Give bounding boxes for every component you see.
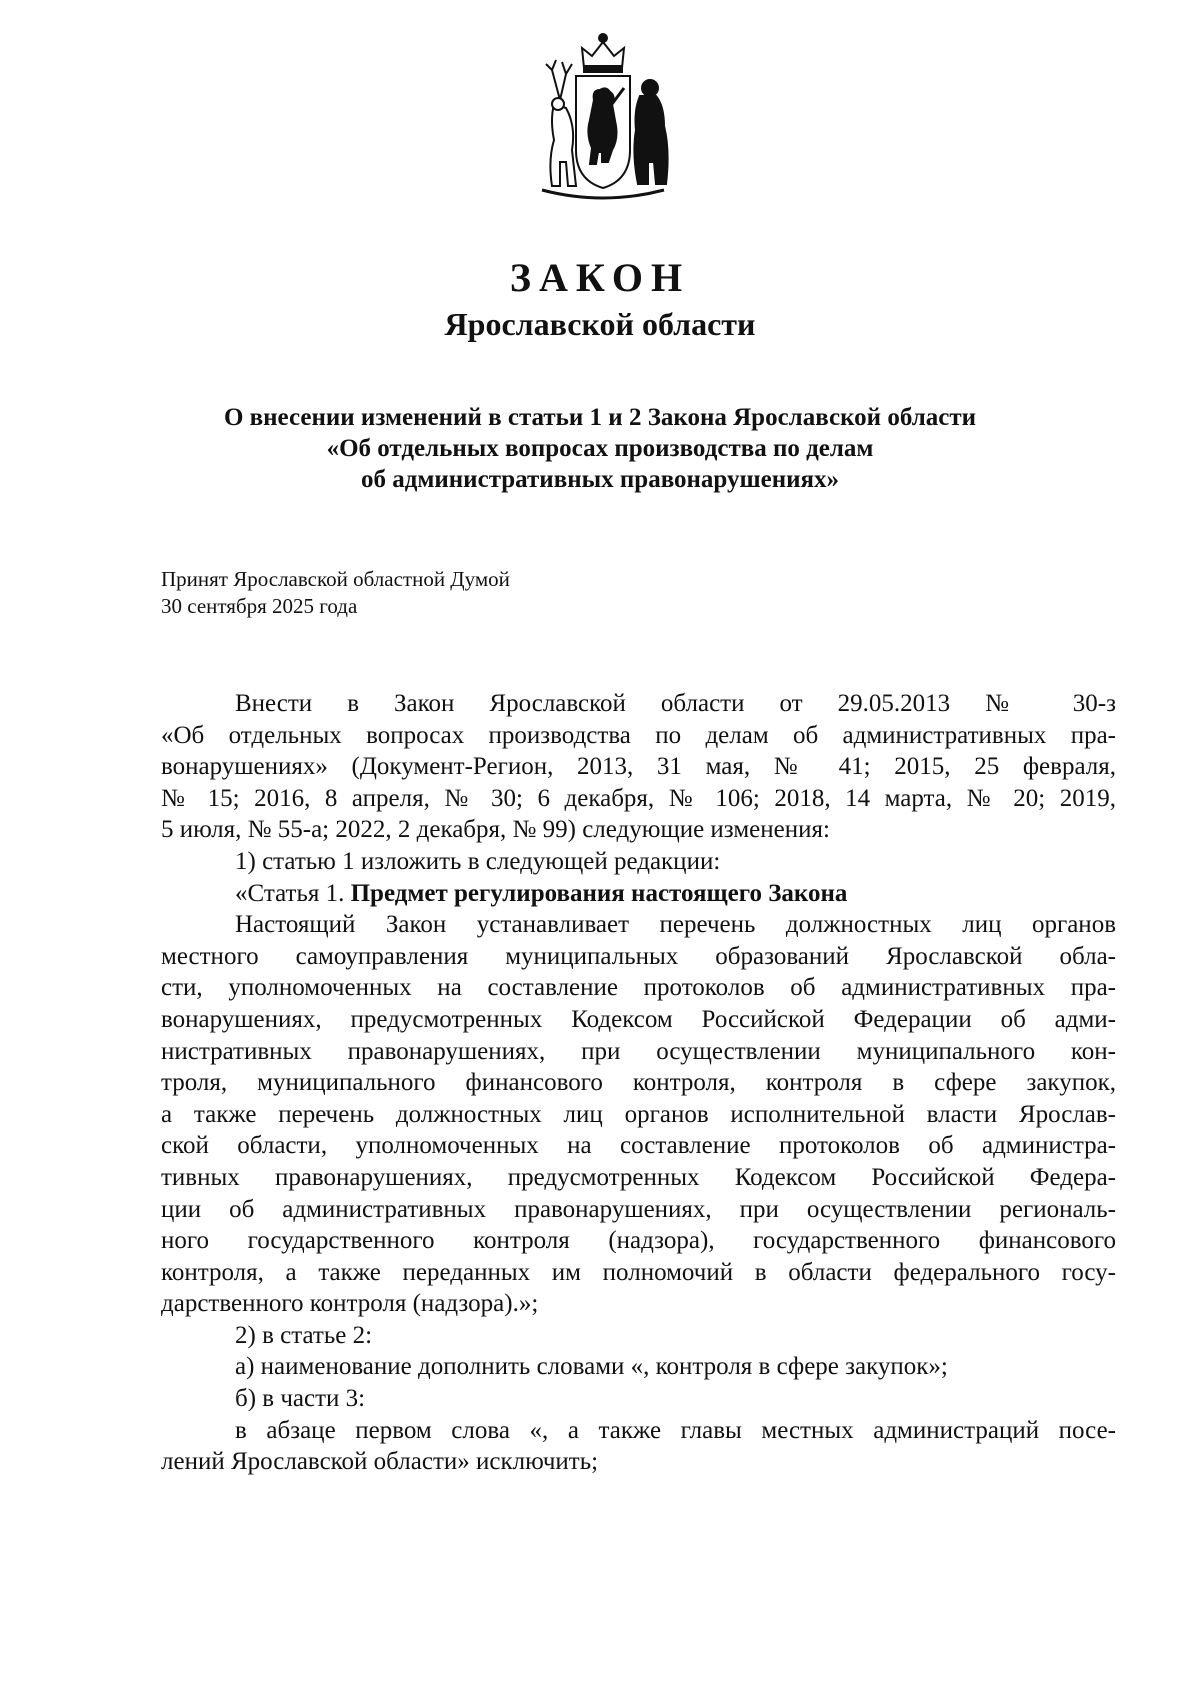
body-line: 2) в статье 2: <box>235 1321 373 1349</box>
law-title-line: О внесении изменений в статьи 1 и 2 Закона Ярославской области <box>223 404 977 431</box>
body-line: вонарушениях» (Документ-Регион, 2013, 31 мая, № 41; 2015, 25 февраля, <box>161 753 1116 781</box>
body-line: Настоящий Закон устанавливает перечень должностных лиц органов <box>235 911 1116 939</box>
body-line: троля, муниципального финансового контроля, контроля в сфере закупок, <box>161 1069 1116 1097</box>
body-line: тивных правонарушениях, предусмотренных Кодексом Российской Федера- <box>161 1163 1116 1191</box>
adoption-note <box>161 566 510 620</box>
body-line: а также перечень должностных лиц органов исполнительной власти Ярослав- <box>161 1100 1116 1128</box>
body-line: ской области, уполномоченных на составление протоколов об администра- <box>161 1132 1116 1160</box>
body-line: лений Ярославской области» исключить; <box>161 1448 599 1476</box>
adoption-date: 30 сентября 2025 года <box>161 594 358 618</box>
law-heading: ЗАКОН <box>509 255 691 300</box>
body-line: сти, уполномоченных на составление протоколов об административных пра- <box>161 974 1116 1002</box>
body-line: № 15; 2016, 8 апреля, № 30; 6 декабря, № 106; 2018, 14 марта, № 20; 2019, <box>161 784 1116 812</box>
body-line: «Об отдельных вопросах производства по делам об административных пра- <box>161 721 1116 749</box>
body-line: вонарушениях, предусмотренных Кодексом Российской Федерации об адми- <box>161 1005 1116 1033</box>
law-title-line: «Об отдельных вопросах производства по делам <box>326 435 874 462</box>
body-line: ного государственного контроля (надзора), государственного финансового <box>161 1227 1116 1255</box>
body-line: местного самоуправления муниципальных образований Ярославской обла- <box>161 942 1116 970</box>
body-line: б) в части 3: <box>235 1385 366 1413</box>
yaroslavl-coat-of-arms-icon <box>532 30 674 210</box>
body-line: дарственного контроля (надзора).»; <box>161 1290 539 1318</box>
law-region: Ярославской области <box>444 306 756 342</box>
law-title <box>150 402 1050 495</box>
body-line: контроля, а также переданных им полномочий в области федерального госу- <box>161 1258 1116 1286</box>
body-line: а) наименование дополнить словами «, контроля в сфере закупок»; <box>235 1353 948 1381</box>
body-line: нистративных правонарушениях, при осуществлении муниципального кон- <box>161 1037 1116 1065</box>
article-title: Предмет регулирования настоящего Закона <box>350 879 848 907</box>
body-line: ции об административных правонарушениях, при осуществлении региональ- <box>161 1195 1116 1223</box>
body-line: 5 июля, № 55-а; 2022, 2 декабря, № 99) следующие изменения: <box>161 816 830 844</box>
body-line: Внести в Закон Ярославской области от 29.05.2013 № 30-з <box>235 690 1116 717</box>
law-title-line: об административных правонарушениях» <box>360 466 840 493</box>
adoption-body: Принят Ярославской областной Думой <box>161 567 510 591</box>
body-line: в абзаце первом слова «, а также главы местных администраций посе- <box>235 1416 1116 1444</box>
article-number: «Статья 1. <box>235 879 351 907</box>
body-line: 1) статью 1 изложить в следующей редакции: <box>235 847 721 875</box>
article-heading <box>161 878 1116 910</box>
law-body <box>161 688 1116 1478</box>
